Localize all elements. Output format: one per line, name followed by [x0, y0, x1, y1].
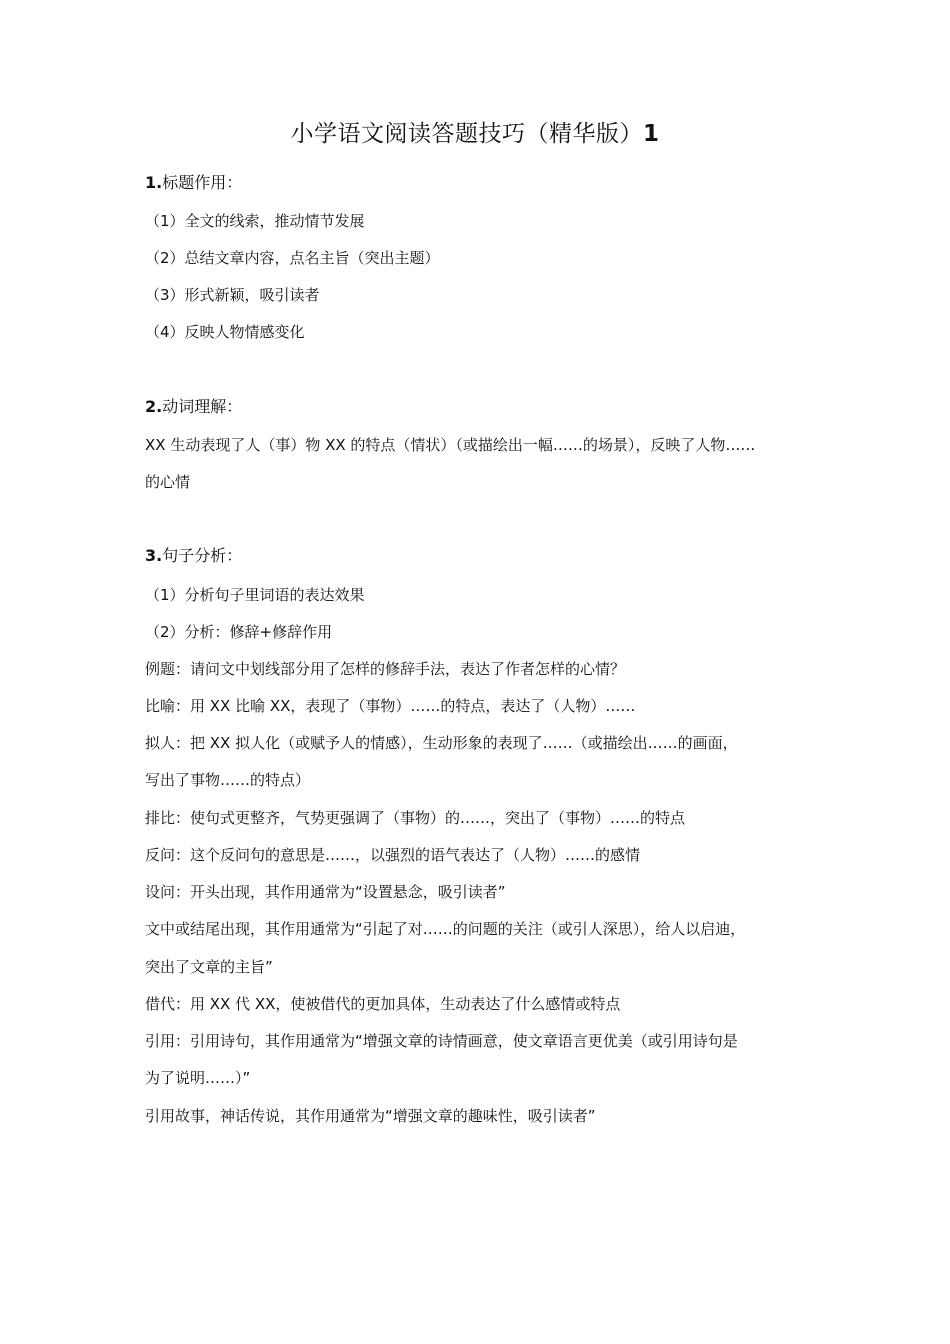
list-item: （3）形式新颖，吸引读者	[145, 286, 320, 304]
paragraph-line: 文中或结尾出现，其作用通常为“引起了对……的问题的关注（或引人深思），给人以启迪，	[145, 920, 746, 938]
paragraph-line: 引用故事，神话传说，其作用通常为“增强文章的趣味性，吸引读者”	[145, 1107, 596, 1125]
section-heading-title-function	[145, 172, 815, 194]
paragraph-line: 借代：用 XX 代 XX，使被借代的更加具体，生动表达了什么感情或特点	[145, 995, 621, 1013]
section-heading-verb-understanding	[145, 396, 815, 418]
section-number: 1.	[145, 173, 163, 192]
paragraph-line: 反问：这个反问句的意思是……，以强烈的语气表达了（人物）……的感情	[145, 846, 641, 864]
paragraph-line: 例题：请问文中划线部分用了怎样的修辞手法，表达了作者怎样的心情？	[145, 660, 626, 678]
paragraph-line: 设问：开头出现，其作用通常为“设置悬念，吸引读者”	[145, 883, 506, 901]
page-title-text: 小学语文阅读答题技巧（精华版）	[290, 121, 643, 147]
paragraph-line: 为了说明……）”	[145, 1069, 251, 1087]
section-heading-sentence-analysis	[145, 545, 815, 567]
list-item: （2）分析：修辞+修辞作用	[145, 623, 333, 641]
section-heading-text: 动词理解：	[162, 397, 243, 416]
paragraph-line: 突出了文章的主旨”	[145, 958, 273, 976]
section-number: 3.	[145, 546, 163, 565]
page-title	[0, 116, 950, 152]
list-item: （1）全文的线索，推动情节发展	[145, 212, 365, 230]
paragraph-line: XX 生动表现了人（事）物 XX 的特点（情状）（或描绘出一幅……的场景），反映了人物……	[145, 436, 756, 454]
paragraph-line: 拟人：把 XX 拟人化（或赋予人的情感），生动形象的表现了……（或描绘出……的画面，	[145, 734, 738, 752]
paragraph-line: 比喻：用 XX 比喻 XX，表现了（事物）……的特点，表达了（人物）……	[145, 697, 636, 715]
paragraph-line: 的心情	[145, 473, 191, 491]
list-item: （1）分析句子里词语的表达效果	[145, 586, 365, 604]
list-item: （4）反映人物情感变化	[145, 323, 305, 341]
section-heading-text: 句子分析：	[162, 546, 243, 565]
paragraph-line: 引用：引用诗句，其作用通常为“增强文章的诗情画意，使文章语言更优美（或引用诗句是	[145, 1032, 738, 1050]
section-heading-text: 标题作用：	[162, 173, 243, 192]
page-title-number: 1	[642, 121, 660, 147]
section-number: 2.	[145, 397, 163, 416]
paragraph-line: 排比：使句式更整齐，气势更强调了（事物）的……，突出了（事物）……的特点	[145, 809, 686, 827]
paragraph-line: 写出了事物……的特点）	[145, 771, 311, 789]
list-item: （2）总结文章内容，点名主旨（突出主题）	[145, 249, 440, 267]
